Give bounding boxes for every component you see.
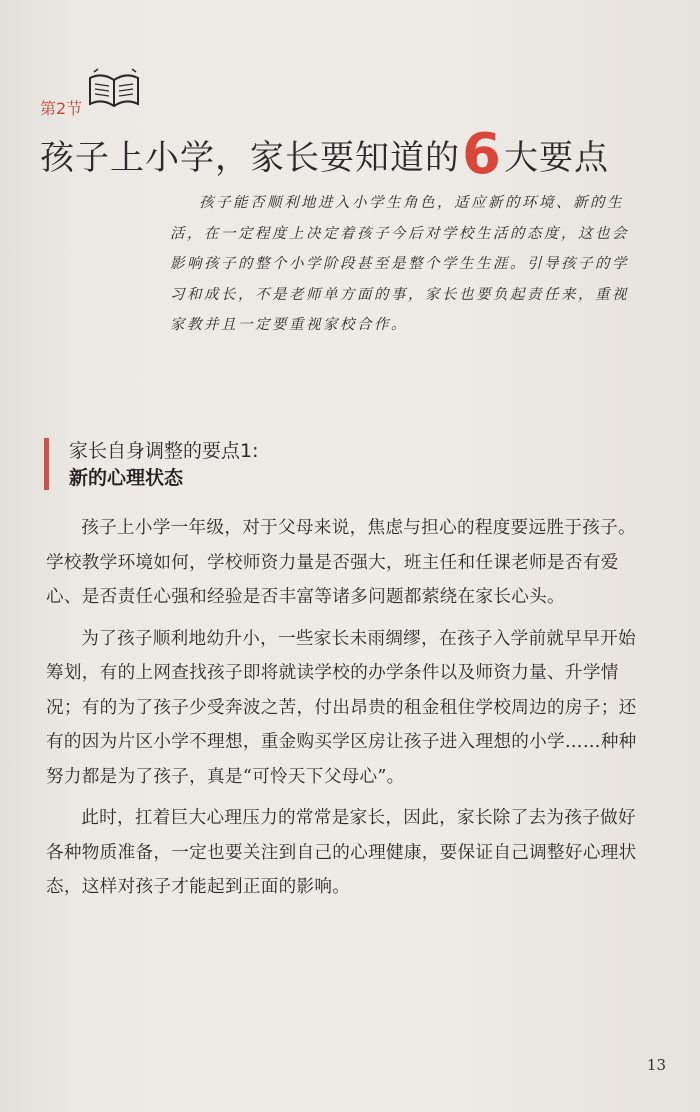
subheading-label: 家长自身调整的要点1: <box>69 440 259 462</box>
body-text <box>46 511 646 912</box>
body-paragraph: 为了孩子顺利地幼升小，一些家长未雨绸缪，在孩子入学前就早早开始筹划，有的上网查找孩子即将就读学校的办学条件以及师资力量、升学情况；有的为了孩子少受奔波之苦，付出昂贵的租金租住学校周边的房子；还有的因为片区小学不理想，重金购买学区房让孩子进入理想的小学……种种努力都是为了孩子，真是“可怜天下父母心”。 <box>46 628 637 787</box>
title-number: 6 <box>462 122 502 187</box>
body-paragraph: 此时，扛着巨大心理压力的常常是家长，因此，家长除了去为孩子做好各种物质准备，一定也要关注到自己的心理健康，要保证自己调整好心理状态，这样对孩子才能起到正面的影响。 <box>46 808 637 897</box>
intro-paragraph: 孩子能否顺利地进入小学生角色，适应新的环境、新的生活，在一定程度上决定着孩子今后对学校生活的态度，这也会影响孩子的整个小学阶段甚至是整个学生生涯。引导孩子的学习和成长，不是老师单方面的事，家长也要负起责任来，重视家教并且一定要重视家校合作。 <box>170 195 629 333</box>
subheading-block <box>44 438 259 490</box>
title-prefix: 孩子上小学，家长要知道的 <box>40 138 460 178</box>
subheading-title: 新的心理状态 <box>69 467 184 489</box>
section-tag: 第2节 <box>40 99 83 118</box>
title-suffix: 大要点 <box>503 138 609 178</box>
intro-block <box>170 188 640 341</box>
page-title <box>40 118 609 187</box>
page-number: 13 <box>646 1056 666 1074</box>
body-paragraph: 孩子上小学一年级，对于父母来说，焦虑与担心的程度要远胜于孩子。学校教学环境如何，学校师资力量是否强大，班主任和任课老师是否有爱心、是否责任心强和经验是否丰富等诸多问题都萦绕在家长心头。 <box>46 518 636 607</box>
open-book-icon <box>86 68 142 110</box>
